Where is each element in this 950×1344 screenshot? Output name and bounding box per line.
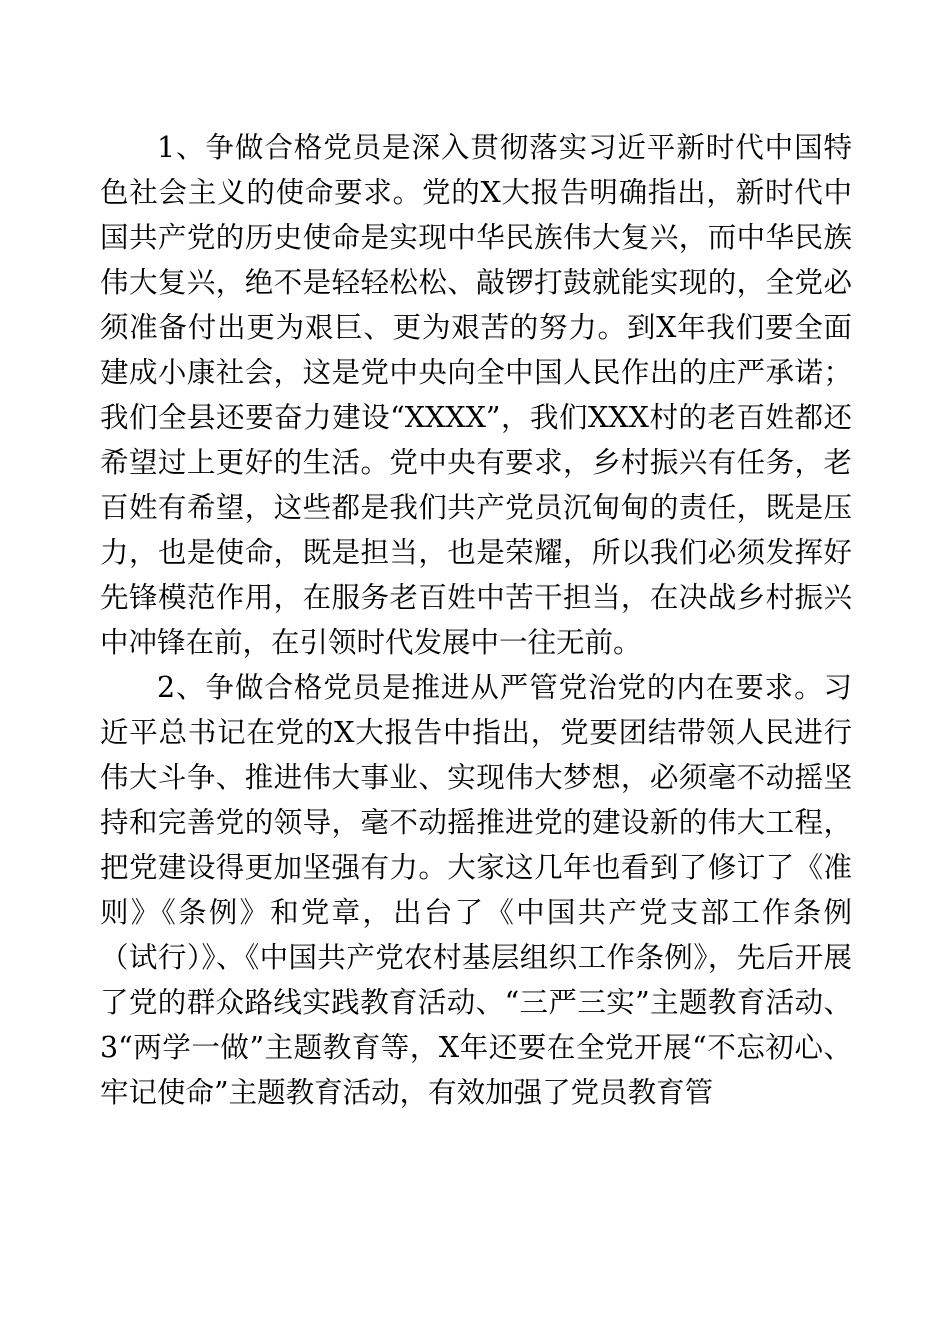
document-body bbox=[100, 125, 852, 1115]
paragraph-2: 2、争做合格党员是推进从严管党治党的内在要求。习近平总书记在党的X大报告中指出，党要团结带领人民进行伟大斗争、推进伟大事业、实现伟大梦想，必须毫不动摇坚持和完善党的领导，毫不动摇推进党的建设新的伟大工程，把党建设得更加坚强有力。大家这几年也看到了修订了《准则》《条例》和党章，出台了《中国共产党支部工作条例（试行）》、《中国共产党农村基层组织工作条例》，先后开展了党的群众路线实践教育活动、“三严三实”主题教育活动、3“两学一做”主题教育等，X年还要在全党开展“不忘初心、牢记使命”主题教育活动，有效加强了党员教育管 bbox=[100, 671, 852, 1109]
paragraph-1: 1、争做合格党员是深入贯彻落实习近平新时代中国特色社会主义的使命要求。党的X大报告明确指出，新时代中国共产党的历史使命是实现中华民族伟大复兴，而中华民族伟大复兴，绝不是轻轻松松、敲锣打鼓就能实现的，全党必须准备付出更为艰巨、更为艰苦的努力。到X年我们要全面建成小康社会，这是党中央向全中国人民作出的庄严承诺；我们全县还要奋力建设“XXXX”，我们XXX村的老百姓都还希望过上更好的生活。党中央有要求，乡村振兴有任务，老百姓有希望，这些都是我们共产党员沉甸甸的责任，既是压力，也是使命，既是担当，也是荣耀，所以我们必须发挥好先锋模范作用，在服务老百姓中苦干担当，在决战乡村振兴中冲锋在前，在引领时代发展中一往无前。 bbox=[100, 131, 852, 659]
